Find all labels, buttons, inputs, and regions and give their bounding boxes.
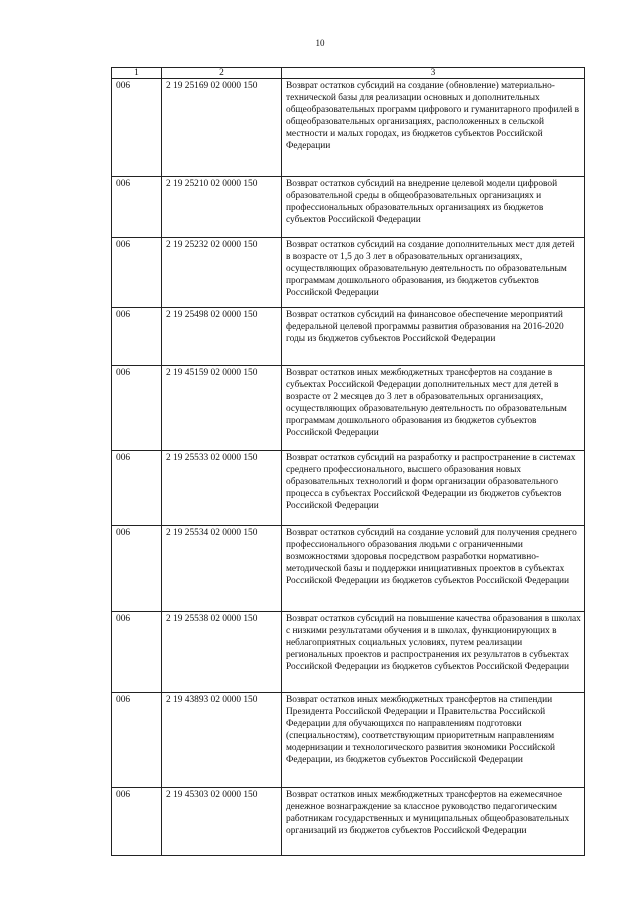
column-header-2: 2 — [162, 68, 282, 79]
table-row — [112, 366, 585, 451]
owner-code-cell: 006 — [112, 79, 162, 177]
owner-code-cell: 006 — [112, 308, 162, 366]
page-number: 10 — [315, 38, 325, 48]
kbk-code-cell: 2 19 43893 02 0000 150 — [162, 693, 282, 788]
description-cell: Возврат остатков субсидий на разработку и распространение в системах среднего профессионального, высшего образования новых образовательных технологий и форм организации образовательного процесса в субъектах Российской Федерации из бюджетов субъектов Российской Федерации — [282, 451, 585, 526]
owner-code-cell: 006 — [112, 693, 162, 788]
owner-code-cell: 006 — [112, 238, 162, 308]
kbk-code-cell: 2 19 25232 02 0000 150 — [162, 238, 282, 308]
kbk-code-cell: 2 19 25210 02 0000 150 — [162, 177, 282, 238]
table-row — [112, 693, 585, 788]
description-cell: Возврат остатков иных межбюджетных трансфертов на ежемесячное денежное вознаграждение за классное руководство педагогическим работникам государственных и муниципальных общеобразовательных организаций из бюджетов субъектов Российской Федерации — [282, 788, 585, 856]
kbk-code-cell: 2 19 25534 02 0000 150 — [162, 526, 282, 612]
table-row — [112, 526, 585, 612]
table-row — [112, 177, 585, 238]
owner-code-cell: 006 — [112, 451, 162, 526]
owner-code-cell: 006 — [112, 177, 162, 238]
owner-code-cell: 006 — [112, 526, 162, 612]
description-cell: Возврат остатков субсидий на финансовое обеспечение мероприятий федеральной целевой программы развития образования на 2016-2020 годы из бюджетов субъектов Российской Федерации — [282, 308, 585, 366]
owner-code-cell: 006 — [112, 366, 162, 451]
table-row — [112, 238, 585, 308]
kbk-code-cell: 2 19 25498 02 0000 150 — [162, 308, 282, 366]
description-cell: Возврат остатков субсидий на повышение качества образования в школах с низкими результатами обучения и в школах, функционирующих в неблагоприятных социальных условиях, путем реализации региональных проектов и распространения их результатов в субъектах Российской Федерации из бюджетов субъектов Российской Федерации — [282, 612, 585, 693]
table-row — [112, 79, 585, 177]
description-cell: Возврат остатков субсидий на создание дополнительных мест для детей в возрасте от 1,5 до 3 лет в образовательных организациях, осуществляющих образовательную деятельность по образовательным программам дошкольного образования, из бюджетов субъектов Российской Федерации — [282, 238, 585, 308]
column-header-1: 1 — [112, 68, 162, 79]
description-cell: Возврат остатков субсидий на создание условий для получения среднего профессионального образования людьми с ограниченными возможностями здоровья посредством разработки нормативно-методической базы и поддержки инициативных проектов в субъектах Российской Федерации из бюджетов субъектов Российской Федерации — [282, 526, 585, 612]
column-header-3: 3 — [282, 68, 585, 79]
description-cell: Возврат остатков субсидий на внедрение целевой модели цифровой образовательной среды в общеобразовательных организациях и профессиональных образовательных организациях из бюджетов субъектов Российской Федерации — [282, 177, 585, 238]
table-header-row — [112, 68, 585, 79]
table-row — [112, 612, 585, 693]
kbk-code-cell: 2 19 45159 02 0000 150 — [162, 366, 282, 451]
table-row — [112, 788, 585, 856]
kbk-code-cell: 2 19 45303 02 0000 150 — [162, 788, 282, 856]
description-cell: Возврат остатков иных межбюджетных трансфертов на создание в субъектах Российской Федерации дополнительных мест для детей в возрасте от 2 месяцев до 3 лет в образовательных организациях, осуществляющих образовательную деятельность по образовательным программам дошкольного образования из бюджетов субъектов Российской Федерации — [282, 366, 585, 451]
description-cell: Возврат остатков субсидий на создание (обновление) материально-технической базы для реализации основных и дополнительных общеобразовательных программ цифрового и гуманитарного профилей в общеобразовательных организациях, расположенных в сельской местности и малых городах, из бюджетов субъектов Российской Федерации — [282, 79, 585, 177]
kbk-code-cell: 2 19 25533 02 0000 150 — [162, 451, 282, 526]
table-row — [112, 308, 585, 366]
kbk-code-cell: 2 19 25169 02 0000 150 — [162, 79, 282, 177]
budget-codes-table — [111, 67, 585, 856]
description-cell: Возврат остатков иных межбюджетных трансфертов на стипендии Президента Российской Федерации и Правительства Российской Федерации для обучающихся по направлениям подготовки (специальностям), соответствующим приоритетным направлениям модернизации и технологического развития экономики Российской Федерации, из бюджетов субъектов Российской Федерации — [282, 693, 585, 788]
table-row — [112, 451, 585, 526]
owner-code-cell: 006 — [112, 612, 162, 693]
owner-code-cell: 006 — [112, 788, 162, 856]
kbk-code-cell: 2 19 25538 02 0000 150 — [162, 612, 282, 693]
